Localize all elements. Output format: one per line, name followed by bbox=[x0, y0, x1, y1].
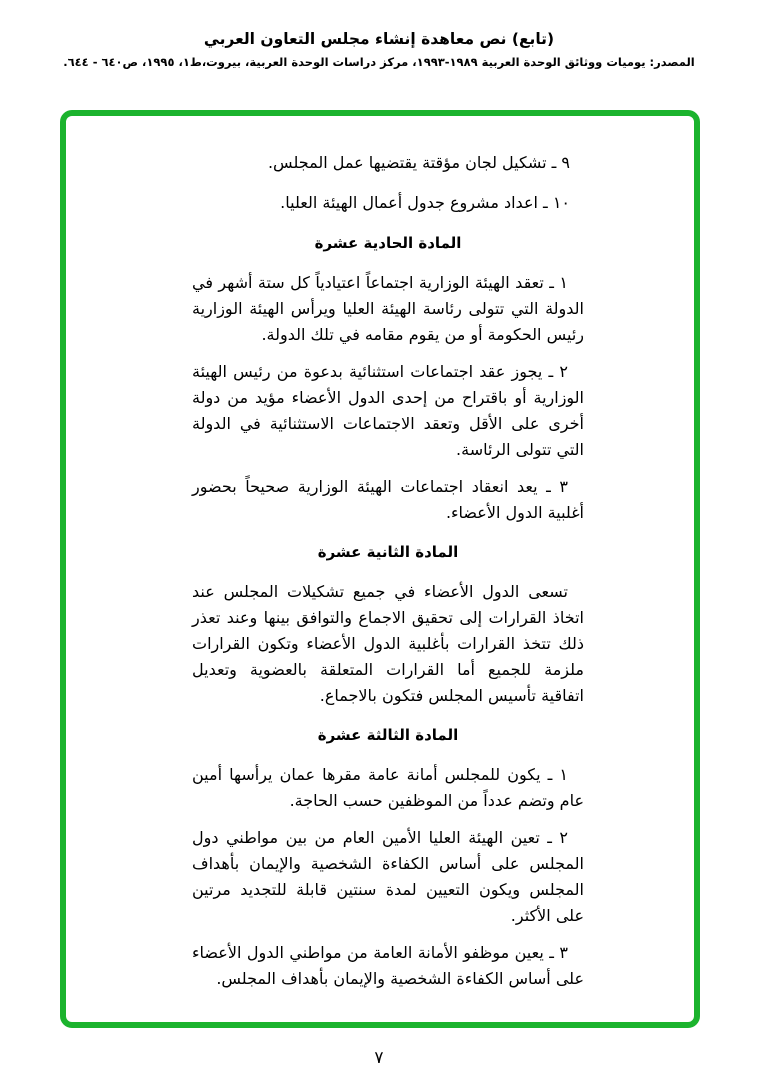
paragraph: ٣ ـ يعد انعقاد اجتماعات الهيئة الوزارية صحيحاً بحضور أغلبية الدول الأعضاء. bbox=[192, 477, 584, 522]
article-heading: المادة الثالثة عشرة bbox=[317, 726, 459, 744]
paragraph: ١ ـ تعقد الهيئة الوزارية اجتماعاً اعتيادياً كل ستة أشهر في الدولة التي تتولى رئاسة الهيئة العليا ويرأس الهيئة الوزارية رئيس الحكومة أو من يقوم مقامه في تلك الدولة. bbox=[192, 273, 584, 344]
page-footer bbox=[0, 1048, 758, 1068]
document-title: (تابع) نص معاهدة إنشاء مجلس التعاون العربي bbox=[203, 30, 555, 48]
list-item: ٩ ـ تشكيل لجان مؤقتة يقتضيها عمل المجلس. bbox=[267, 153, 570, 172]
paragraph: ٢ ـ تعين الهيئة العليا الأمين العام من بين مواطني دول المجلس على أساس الكفاءة الشخصية والإيمان بأهداف المجلس ويكون التعيين لمدة سنتين قابلة للتجديد مرتين على الأكثر. bbox=[192, 828, 584, 925]
paragraph: تسعى الدول الأعضاء في جميع تشكيلات المجلس عند اتخاذ القرارات إلى تحقيق الاجماع والتوافق بينها وعند تعذر ذلك تتخذ القرارات بأغلبية الدول الأعضاء وتكون القرارات ملزمة للجميع أما القرارات المتعلقة بالعضوية وتعديل اتفاقية تأسيس المجلس فتكون بالاجماع. bbox=[192, 582, 584, 705]
page-number: ٧ bbox=[374, 1048, 384, 1068]
document-body bbox=[66, 116, 694, 992]
paragraph: ٢ ـ يجوز عقد اجتماعات استثنائية بدعوة من رئيس الهيئة الوزارية أو باقتراح من إحدى الدول الأعضاء مؤيد من دولة أخرى على الأقل وتعقد الاجتماعات الاستثنائية في الدولة التي تتولى الرئاسة. bbox=[192, 362, 584, 459]
article-heading: المادة الثانية عشرة bbox=[317, 543, 459, 561]
paragraph: ٣ ـ يعين موظفو الأمانة العامة من مواطني الدول الأعضاء على أساس الكفاءة الشخصية والإيمان بأهداف المجلس. bbox=[192, 943, 584, 988]
article-heading: المادة الحادية عشرة bbox=[314, 234, 462, 252]
list-item: ١٠ ـ اعداد مشروع جدول أعمال الهيئة العليا. bbox=[280, 193, 570, 212]
paragraph: ١ ـ يكون للمجلس أمانة عامة مقرها عمان يرأسها أمين عام وتضم عدداً من الموظفين حسب الحاجة. bbox=[192, 765, 584, 810]
source-citation: المصدر: يوميات ووثائق الوحدة العربية ١٩٨٩-١٩٩٣، مركز دراسات الوحدة العربية، بيروت،ط١، ١٩٩٥، ص٦٤٠ - ٦٤٤. bbox=[63, 55, 695, 69]
green-border-box bbox=[60, 110, 700, 1028]
